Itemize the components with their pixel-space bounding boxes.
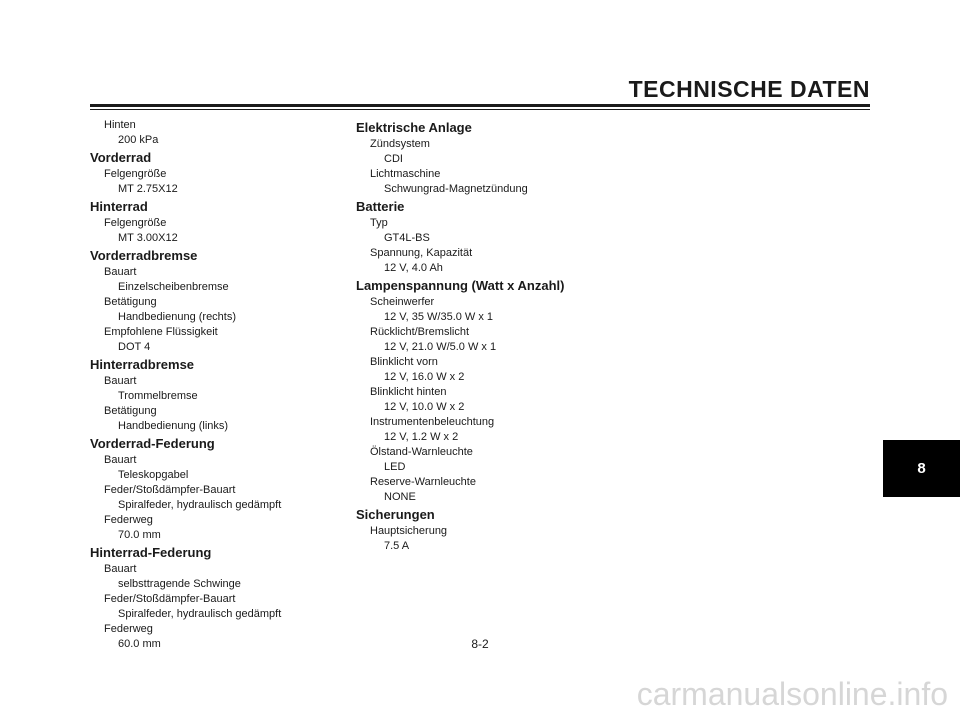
spec-value: Teleskopgabel xyxy=(118,469,189,481)
spec-label: Feder/Stoßdämpfer-Bauart xyxy=(104,484,236,496)
spec-value: Einzelscheibenbremse xyxy=(118,281,229,293)
header-rule-thin xyxy=(90,109,870,110)
spec-label: Federweg xyxy=(104,514,153,526)
spec-label: Lichtmaschine xyxy=(370,168,441,180)
spec-label: Feder/Stoßdämpfer-Bauart xyxy=(104,593,236,605)
spec-value: Trommelbremse xyxy=(118,390,198,402)
spec-label: Bauart xyxy=(104,454,137,466)
section-heading: Elektrische Anlage xyxy=(356,120,472,135)
spec-label: Bauart xyxy=(104,266,137,278)
spec-value: Spiralfeder, hydraulisch gedämpft xyxy=(118,499,282,511)
spec-value: DOT 4 xyxy=(118,341,151,353)
spec-value: MT 3.00X12 xyxy=(118,232,178,244)
spec-value: 7.5 A xyxy=(384,540,410,552)
spec-label: Felgengröße xyxy=(104,217,167,229)
spec-label: Betätigung xyxy=(104,405,157,417)
spec-label: Blinklicht hinten xyxy=(370,386,447,398)
page-title: TECHNISCHE DATEN xyxy=(628,76,870,102)
spec-label: Hinten xyxy=(104,119,136,131)
spec-label: Typ xyxy=(370,217,388,229)
spec-label: Reserve-Warnleuchte xyxy=(370,476,476,488)
spec-label: Scheinwerfer xyxy=(370,296,435,308)
spec-label: Hauptsicherung xyxy=(370,525,448,537)
spec-value: Handbedienung (rechts) xyxy=(118,311,237,323)
section-heading: Vorderrad-Federung xyxy=(90,436,215,451)
spec-value: 12 V, 35 W/35.0 W x 1 xyxy=(384,311,494,323)
section-heading: Sicherungen xyxy=(356,507,435,522)
spec-label: Betätigung xyxy=(104,296,157,308)
spec-label: Federweg xyxy=(104,623,153,635)
chapter-tab-label: 8 xyxy=(917,460,926,477)
spec-value: 12 V, 16.0 W x 2 xyxy=(384,371,465,383)
spec-value: 60.0 mm xyxy=(118,638,161,650)
section-heading: Hinterradbremse xyxy=(90,357,195,372)
spec-value: Schwungrad-Magnetzündung xyxy=(384,183,528,195)
spec-label: Blinklicht vorn xyxy=(370,356,438,368)
spec-value: 12 V, 1.2 W x 2 xyxy=(384,431,459,443)
section-heading: Hinterrad-Federung xyxy=(90,545,212,560)
spec-label: Felgengröße xyxy=(104,168,167,180)
right-spec-column xyxy=(356,118,616,554)
spec-label: Bauart xyxy=(104,375,137,387)
spec-label: Spannung, Kapazität xyxy=(370,247,473,259)
spec-label: Ölstand-Warnleuchte xyxy=(370,446,473,458)
section-heading: Vorderradbremse xyxy=(90,248,198,263)
spec-label: Zündsystem xyxy=(370,138,430,150)
section-heading: Batterie xyxy=(356,199,405,214)
spec-label: Empfohlene Flüssigkeit xyxy=(104,326,218,338)
spec-value: NONE xyxy=(384,491,416,503)
left-spec-column xyxy=(90,118,330,652)
spec-value: selbsttragende Schwinge xyxy=(118,578,241,590)
spec-label: Rücklicht/Bremslicht xyxy=(370,326,470,338)
spec-value: 70.0 mm xyxy=(118,529,161,541)
section-heading: Hinterrad xyxy=(90,199,148,214)
spec-label: Bauart xyxy=(104,563,137,575)
spec-label: Instrumentenbeleuchtung xyxy=(370,416,495,428)
chapter-tab[interactable] xyxy=(883,440,960,497)
spec-value: CDI xyxy=(384,153,403,165)
watermark: carmanualsonline.info xyxy=(636,676,948,712)
spec-value: LED xyxy=(384,461,406,473)
page-number: 8-2 xyxy=(471,637,489,651)
spec-value: 200 kPa xyxy=(118,134,159,146)
spec-value: 12 V, 10.0 W x 2 xyxy=(384,401,465,413)
spec-value: GT4L-BS xyxy=(384,232,430,244)
spec-value: Handbedienung (links) xyxy=(118,420,229,432)
header-rule-thick xyxy=(90,104,870,107)
spec-value: 12 V, 4.0 Ah xyxy=(384,262,443,274)
spec-value: 12 V, 21.0 W/5.0 W x 1 xyxy=(384,341,497,353)
section-heading: Lampenspannung (Watt x Anzahl) xyxy=(356,278,565,293)
spec-value: MT 2.75X12 xyxy=(118,183,178,195)
section-heading: Vorderrad xyxy=(90,150,152,165)
spec-value: Spiralfeder, hydraulisch gedämpft xyxy=(118,608,282,620)
